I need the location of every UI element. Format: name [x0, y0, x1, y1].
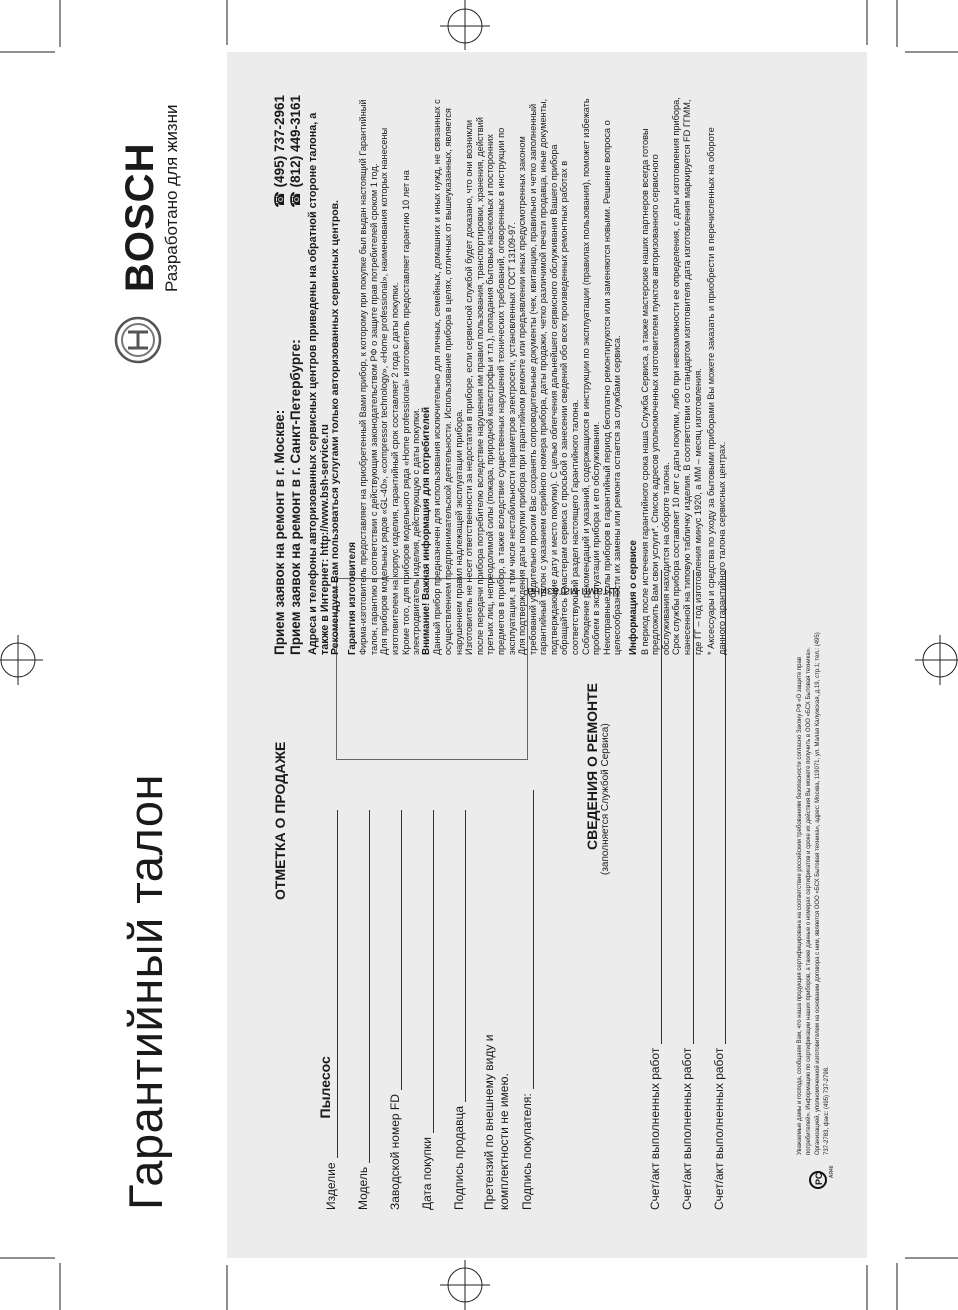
- model-label: Модель: [356, 1166, 370, 1210]
- phone-moscow-label: Прием заявок на ремонт в г. Москве:: [272, 409, 287, 655]
- repair-row: [642, 570, 662, 1210]
- product-value: Пылесос: [317, 1056, 333, 1119]
- phone-spb-number[interactable]: ☎ (812) 449-3161: [288, 95, 303, 208]
- serial-field[interactable]: [387, 810, 402, 1090]
- svg-text:PC: PC: [814, 1172, 824, 1185]
- addresses-text: Адреса и телефоны авторизованных сервисных центров приведены на обратной стороне талона, а также в Интернет: http://www.bsh-service.ru: [307, 112, 331, 655]
- bosch-logo-icon: [114, 316, 162, 364]
- repair-row-label: Счет/акт выполненных работ: [648, 1047, 662, 1210]
- recommend-text: Рекомендуем Вам пользоваться услугами только авторизованных сервисных центров.: [330, 200, 341, 655]
- repair-row: [674, 570, 694, 1210]
- attention-paragraph-2: Изготовитель не несет ответственности за недостатки в приборе, если сервисной службой будет доказано, что они возникли после передачи прибора потребителю вследствие нарушения им правил пользования, транспортировки, хранения, действий третьих лиц, непреодолимой силы (пожара, природной катастрофы и т.п.), попадания бытовых насекомых и посторонних предметов в прибор, а также вследствие существенных нарушений технических требований, оговоренных в инструкции по эксплуатации, в том числе нестабильности параметров электросети, установленных ГОСТ 13109-97.: [464, 117, 517, 655]
- attention-paragraph-1: Данный прибор предназначен для использования исключительно для личных, семейных, домашних и иных нужд, не связанных с осуществлением предпринимательской деятельности. Использование прибора в целях, отличных от вышеуказанных, является нарушением правил надлежащей эксплуатации прибора.: [432, 99, 464, 655]
- info-column: [272, 95, 727, 655]
- repair-heading: СВЕДЕНИЯ О РЕМОНТЕ: [584, 682, 600, 850]
- repair-subheading: (заполняется Службой Сервиса): [600, 723, 611, 875]
- document-title: Гарантийный талон: [119, 774, 172, 1210]
- service-paragraph-1: В период после истечения гарантийного срока наша Служба Сервиса, а также мастерские наших партнеров всегда готовы предложить Вам свои услуги*. Список адресов уполномоченных изготовителем пунктов авторизованного сервисного обслуживания находится на обороте талона.: [639, 128, 671, 655]
- seller-sign-row: [446, 810, 466, 1210]
- shop-stamp-label: Штамп магазина: [527, 585, 620, 599]
- seller-sign-label: Подпись продавца: [452, 1105, 466, 1210]
- serial-row: [382, 810, 402, 1210]
- attention-paragraph-4: Соблюдение рекомендаций и указаний, содержащихся в инструкции по эксплуатации (правилах пользования), поможет избежать проблем в эксплуатации прибора и его обслуживании.: [580, 98, 602, 655]
- repair-row-label: Счет/акт выполненных работ: [712, 1047, 726, 1210]
- legal-text: Уважаемые дамы и господа, сообщаем Вам, что наша продукция сертифицирована на соответствие российским требованиям безопасности согласно Закону РФ «О защите прав потребителей». Информацию по сертификации наших приборов, а также данные о номерах сертификатов и сроке их действия Вы можете получить в ООО «БСХ Бытовая техника». Организацией, уполномоченной изготовителем на основании договора с ним, является ООО «БСХ Бытовая техника», адрес: Москва, 119071, ул. Малая Калужская, д.19, стр.1; тел.: (495) 737-2783, факс: (495) 737-2798.: [797, 632, 830, 1155]
- certification-logo-icon: [808, 1164, 834, 1192]
- warranty-paragraph-1: Фирма-изготовитель предоставляет на приобретенный Вами прибор, к которому при покупке был выдан настоящий Гарантийный талон, гарантию в соответствии с действующим законодательством РФ о защите прав потребителей сроком 1 год.: [358, 99, 379, 655]
- phone-moscow: [272, 95, 288, 655]
- claims-text: Претензий по внешнему виду и комплектности не имею.: [482, 1034, 511, 1210]
- buyer-sign-row: [514, 790, 534, 1210]
- date-row: [414, 810, 434, 1210]
- product-row: [318, 810, 338, 1210]
- date-field[interactable]: [419, 810, 434, 1133]
- service-heading: Информация о сервисе: [628, 540, 640, 655]
- model-field[interactable]: [355, 810, 370, 1163]
- phone-moscow-number[interactable]: ☎ (495) 737-2961: [272, 95, 287, 208]
- model-row: [350, 810, 370, 1210]
- attention-paragraph-5: Неисправные узлы приборов в гарантийный период бесплатно ремонтируются или заменяются новыми. Решение вопроса о целесообразности их замены или ремонта остается за службами сервиса.: [601, 120, 623, 655]
- brand-tagline: Разработано для жизни: [162, 104, 181, 292]
- certification-logo-caption: АЯ46: [829, 1165, 835, 1178]
- sale-heading: ОТМЕТКА О ПРОДАЖЕ: [272, 741, 288, 900]
- buyer-sign-field[interactable]: [519, 790, 534, 1089]
- phone-spb-label: Прием заявок на ремонт в г. Санкт-Петербурге:: [288, 339, 303, 655]
- date-label: Дата покупки: [420, 1137, 434, 1210]
- warranty-paragraph-3: Кроме того, для приборов модельного ряда «Home professional» изготовитель предоставляет гарантию 10 лет на электродвигатель изделия, действующую с даты покупки.: [400, 170, 422, 655]
- buyer-sign-label: Подпись покупателя:: [520, 1093, 534, 1210]
- attention-paragraph-3: Для подтверждения даты покупки прибора при гарантийном ремонте или предъявлении иных предусмотренных законом требований убедительно просим Вас сохранять сопроводительные документы (чек, квитанцию, правильно и четко заполненный гарантийный талон с указанием серийного номера прибора, даты продажи, четко различимой печати продавца, иные документы, подтверждающие дату и место покупки). С целью облегчения дальнейшего сервисного обслуживания Вашего прибора обращайтесь к мастерам сервиса с просьбой о занесении сведений обо всех произведенных ремонтных работах в соответствующий раздел настоящего Гарантийного талона.: [517, 98, 581, 655]
- phone-spb: [288, 95, 304, 655]
- service-note: * Аксессуары и средства по уходу за бытовыми приборами Вы можете заказать и приобрести в перечисленных на обороте данного гарантийного талона сервисных центрах.: [706, 127, 727, 655]
- repair-row-label: Счет/акт выполненных работ: [680, 1047, 694, 1210]
- attention-heading: Внимание! Важная информация для потребителей: [420, 406, 432, 655]
- warranty-paragraph-2: Для приборов модельных рядов «GL-40», «compressor technology», «Home professional», наименования которых нанесены изготовителем на корпус изделия, гарантийный срок составляет 2 года с даты покупки.: [379, 127, 400, 655]
- service-paragraph-2: Срок службы прибора составляет 10 лет с даты покупки, либо при невозможности ее определения, с даты изготовления прибора, нанесенной на типовую табличку изделия. В соответствии со стандартом изготовителя дата изготовления маркируется FD ГГММ, где ГГ – год изготовления минус 1920, а ММ – месяц изготовления.: [671, 97, 703, 655]
- repair-row: [706, 570, 726, 1210]
- warranty-heading: Гарантия изготовителя: [346, 542, 358, 655]
- serial-label: Заводской номер FD: [388, 1094, 402, 1210]
- product-field[interactable]: [317, 810, 338, 1158]
- product-label: Изделие: [324, 1162, 338, 1210]
- bosch-wordmark: BOSCH: [118, 142, 162, 292]
- seller-sign-field[interactable]: [451, 810, 466, 1102]
